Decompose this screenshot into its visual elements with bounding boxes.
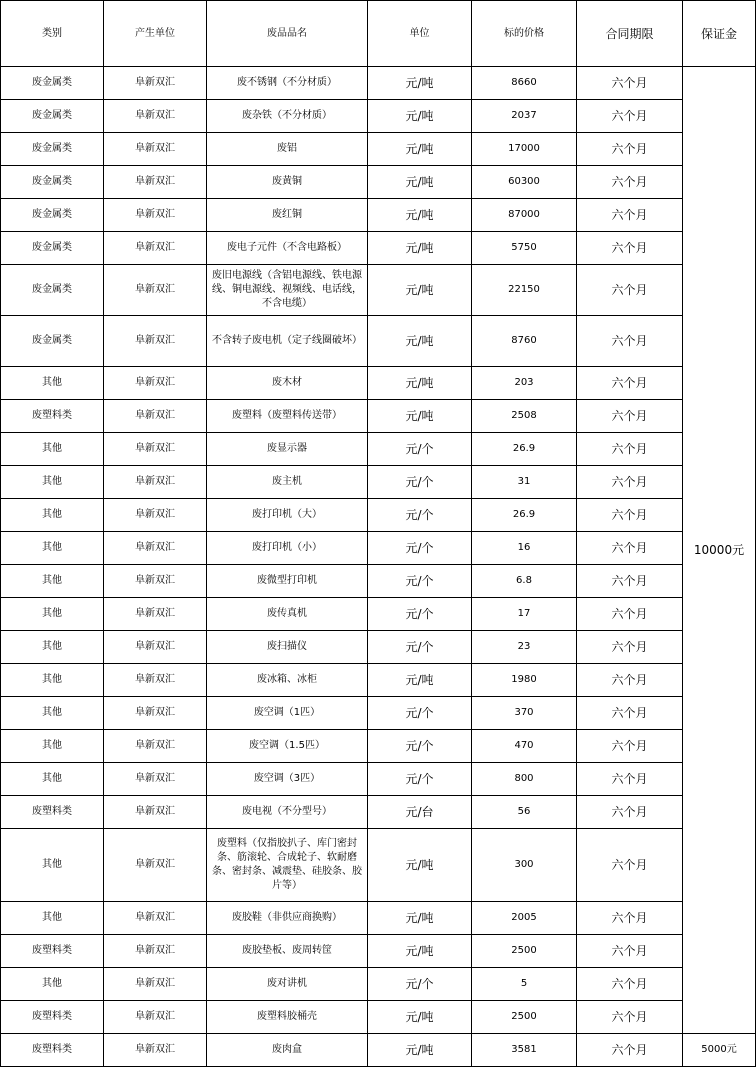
producer-cell: 阜新双汇 bbox=[104, 400, 207, 433]
term-cell: 六个月 bbox=[577, 697, 683, 730]
price-cell: 2508 bbox=[472, 400, 577, 433]
unit-cell: 元/吨 bbox=[368, 1034, 472, 1067]
item-name-cell: 废扫描仪 bbox=[207, 631, 368, 664]
price-cell: 31 bbox=[472, 466, 577, 499]
unit-cell: 元/个 bbox=[368, 697, 472, 730]
table-row bbox=[1, 902, 756, 935]
producer-cell: 阜新双汇 bbox=[104, 166, 207, 199]
term-cell: 六个月 bbox=[577, 1001, 683, 1034]
table-row bbox=[1, 730, 756, 763]
item-name-cell: 废传真机 bbox=[207, 598, 368, 631]
table-row bbox=[1, 763, 756, 796]
category-cell: 废塑料类 bbox=[1, 400, 104, 433]
unit-cell: 元/个 bbox=[368, 532, 472, 565]
category-cell: 其他 bbox=[1, 367, 104, 400]
table-row bbox=[1, 166, 756, 199]
producer-cell: 阜新双汇 bbox=[104, 100, 207, 133]
term-cell: 六个月 bbox=[577, 400, 683, 433]
producer-cell: 阜新双汇 bbox=[104, 968, 207, 1001]
unit-cell: 元/个 bbox=[368, 968, 472, 1001]
category-cell: 其他 bbox=[1, 433, 104, 466]
item-name-cell: 废塑料（废塑料传送带） bbox=[207, 400, 368, 433]
table-row bbox=[1, 829, 756, 902]
price-cell: 1980 bbox=[472, 664, 577, 697]
table-row bbox=[1, 532, 756, 565]
category-cell: 其他 bbox=[1, 829, 104, 902]
unit-cell: 元/个 bbox=[368, 598, 472, 631]
price-cell: 26.9 bbox=[472, 433, 577, 466]
category-cell: 废金属类 bbox=[1, 232, 104, 265]
category-cell: 废塑料类 bbox=[1, 1001, 104, 1034]
header-producer: 产生单位 bbox=[104, 1, 207, 67]
term-cell: 六个月 bbox=[577, 133, 683, 166]
term-cell: 六个月 bbox=[577, 265, 683, 316]
price-cell: 2500 bbox=[472, 1001, 577, 1034]
header-price: 标的价格 bbox=[472, 1, 577, 67]
unit-cell: 元/吨 bbox=[368, 1001, 472, 1034]
term-cell: 六个月 bbox=[577, 532, 683, 565]
category-cell: 废金属类 bbox=[1, 316, 104, 367]
price-cell: 6.8 bbox=[472, 565, 577, 598]
item-name-cell: 废电子元件（不含电路板） bbox=[207, 232, 368, 265]
header-category: 类别 bbox=[1, 1, 104, 67]
price-cell: 16 bbox=[472, 532, 577, 565]
table-row bbox=[1, 664, 756, 697]
table-row bbox=[1, 232, 756, 265]
unit-cell: 元/吨 bbox=[368, 400, 472, 433]
price-cell: 23 bbox=[472, 631, 577, 664]
header-deposit: 保证金 bbox=[683, 1, 756, 67]
table-row bbox=[1, 697, 756, 730]
table-row bbox=[1, 199, 756, 232]
price-cell: 2500 bbox=[472, 935, 577, 968]
table-row bbox=[1, 598, 756, 631]
producer-cell: 阜新双汇 bbox=[104, 664, 207, 697]
header-item-name: 废品品名 bbox=[207, 1, 368, 67]
producer-cell: 阜新双汇 bbox=[104, 730, 207, 763]
producer-cell: 阜新双汇 bbox=[104, 763, 207, 796]
unit-cell: 元/吨 bbox=[368, 100, 472, 133]
producer-cell: 阜新双汇 bbox=[104, 902, 207, 935]
item-name-cell: 废微型打印机 bbox=[207, 565, 368, 598]
term-cell: 六个月 bbox=[577, 664, 683, 697]
item-name-cell: 废木材 bbox=[207, 367, 368, 400]
term-cell: 六个月 bbox=[577, 598, 683, 631]
term-cell: 六个月 bbox=[577, 1034, 683, 1067]
price-cell: 300 bbox=[472, 829, 577, 902]
category-cell: 废塑料类 bbox=[1, 796, 104, 829]
item-name-cell: 废主机 bbox=[207, 466, 368, 499]
table-row bbox=[1, 499, 756, 532]
unit-cell: 元/个 bbox=[368, 631, 472, 664]
price-cell: 470 bbox=[472, 730, 577, 763]
producer-cell: 阜新双汇 bbox=[104, 1001, 207, 1034]
price-cell: 2037 bbox=[472, 100, 577, 133]
category-cell: 其他 bbox=[1, 697, 104, 730]
item-name-cell: 废对讲机 bbox=[207, 968, 368, 1001]
producer-cell: 阜新双汇 bbox=[104, 67, 207, 100]
table-row bbox=[1, 367, 756, 400]
producer-cell: 阜新双汇 bbox=[104, 935, 207, 968]
category-cell: 废塑料类 bbox=[1, 1034, 104, 1067]
item-name-cell: 废空调（1匹） bbox=[207, 697, 368, 730]
unit-cell: 元/吨 bbox=[368, 166, 472, 199]
category-cell: 废金属类 bbox=[1, 166, 104, 199]
item-name-cell: 废塑料（仅指胶扒子、库门密封条、筋滚轮、合成轮子、软耐磨条、密封条、减震垫、硅胶条、胶片等） bbox=[207, 829, 368, 902]
table-row bbox=[1, 1001, 756, 1034]
term-cell: 六个月 bbox=[577, 565, 683, 598]
term-cell: 六个月 bbox=[577, 316, 683, 367]
item-name-cell: 废肉盒 bbox=[207, 1034, 368, 1067]
unit-cell: 元/吨 bbox=[368, 199, 472, 232]
table-row bbox=[1, 935, 756, 968]
unit-cell: 元/吨 bbox=[368, 367, 472, 400]
category-cell: 其他 bbox=[1, 565, 104, 598]
item-name-cell: 废打印机（小） bbox=[207, 532, 368, 565]
term-cell: 六个月 bbox=[577, 232, 683, 265]
unit-cell: 元/吨 bbox=[368, 67, 472, 100]
table-row bbox=[1, 133, 756, 166]
table-row bbox=[1, 316, 756, 367]
item-name-cell: 废胶垫板、废周转筐 bbox=[207, 935, 368, 968]
category-cell: 其他 bbox=[1, 466, 104, 499]
term-cell: 六个月 bbox=[577, 763, 683, 796]
producer-cell: 阜新双汇 bbox=[104, 499, 207, 532]
term-cell: 六个月 bbox=[577, 199, 683, 232]
item-name-cell: 废胶鞋（非供应商换购） bbox=[207, 902, 368, 935]
header-row bbox=[1, 1, 756, 67]
unit-cell: 元/个 bbox=[368, 763, 472, 796]
unit-cell: 元/个 bbox=[368, 466, 472, 499]
producer-cell: 阜新双汇 bbox=[104, 199, 207, 232]
term-cell: 六个月 bbox=[577, 367, 683, 400]
producer-cell: 阜新双汇 bbox=[104, 697, 207, 730]
category-cell: 其他 bbox=[1, 532, 104, 565]
category-cell: 废金属类 bbox=[1, 100, 104, 133]
term-cell: 六个月 bbox=[577, 166, 683, 199]
producer-cell: 阜新双汇 bbox=[104, 316, 207, 367]
unit-cell: 元/台 bbox=[368, 796, 472, 829]
category-cell: 废金属类 bbox=[1, 265, 104, 316]
category-cell: 废塑料类 bbox=[1, 935, 104, 968]
unit-cell: 元/个 bbox=[368, 433, 472, 466]
producer-cell: 阜新双汇 bbox=[104, 133, 207, 166]
producer-cell: 阜新双汇 bbox=[104, 796, 207, 829]
producer-cell: 阜新双汇 bbox=[104, 829, 207, 902]
category-cell: 废金属类 bbox=[1, 133, 104, 166]
table-row bbox=[1, 466, 756, 499]
item-name-cell: 废不锈钢（不分材质） bbox=[207, 67, 368, 100]
producer-cell: 阜新双汇 bbox=[104, 631, 207, 664]
unit-cell: 元/个 bbox=[368, 565, 472, 598]
category-cell: 其他 bbox=[1, 631, 104, 664]
unit-cell: 元/吨 bbox=[368, 265, 472, 316]
term-cell: 六个月 bbox=[577, 730, 683, 763]
item-name-cell: 废杂铁（不分材质） bbox=[207, 100, 368, 133]
price-cell: 60300 bbox=[472, 166, 577, 199]
item-name-cell: 废电视（不分型号） bbox=[207, 796, 368, 829]
deposit-cell-main: 10000元 bbox=[683, 67, 756, 1034]
table-row bbox=[1, 968, 756, 1001]
table-row bbox=[1, 433, 756, 466]
unit-cell: 元/吨 bbox=[368, 316, 472, 367]
producer-cell: 阜新双汇 bbox=[104, 532, 207, 565]
table-row bbox=[1, 631, 756, 664]
term-cell: 六个月 bbox=[577, 902, 683, 935]
item-name-cell: 废显示器 bbox=[207, 433, 368, 466]
category-cell: 其他 bbox=[1, 499, 104, 532]
term-cell: 六个月 bbox=[577, 499, 683, 532]
term-cell: 六个月 bbox=[577, 100, 683, 133]
term-cell: 六个月 bbox=[577, 796, 683, 829]
unit-cell: 元/个 bbox=[368, 499, 472, 532]
item-name-cell: 废打印机（大） bbox=[207, 499, 368, 532]
price-cell: 800 bbox=[472, 763, 577, 796]
unit-cell: 元/个 bbox=[368, 730, 472, 763]
price-cell: 370 bbox=[472, 697, 577, 730]
producer-cell: 阜新双汇 bbox=[104, 232, 207, 265]
price-cell: 56 bbox=[472, 796, 577, 829]
category-cell: 废金属类 bbox=[1, 67, 104, 100]
deposit-cell-last: 5000元 bbox=[683, 1034, 756, 1067]
term-cell: 六个月 bbox=[577, 433, 683, 466]
price-cell: 17 bbox=[472, 598, 577, 631]
term-cell: 六个月 bbox=[577, 67, 683, 100]
unit-cell: 元/吨 bbox=[368, 902, 472, 935]
price-cell: 2005 bbox=[472, 902, 577, 935]
item-name-cell: 废黄铜 bbox=[207, 166, 368, 199]
item-name-cell: 废塑料胶桶壳 bbox=[207, 1001, 368, 1034]
price-cell: 8760 bbox=[472, 316, 577, 367]
price-cell: 3581 bbox=[472, 1034, 577, 1067]
price-cell: 26.9 bbox=[472, 499, 577, 532]
item-name-cell: 废铝 bbox=[207, 133, 368, 166]
term-cell: 六个月 bbox=[577, 631, 683, 664]
unit-cell: 元/吨 bbox=[368, 664, 472, 697]
category-cell: 废金属类 bbox=[1, 199, 104, 232]
unit-cell: 元/吨 bbox=[368, 232, 472, 265]
item-name-cell: 废红铜 bbox=[207, 199, 368, 232]
table-row bbox=[1, 1034, 756, 1067]
unit-cell: 元/吨 bbox=[368, 133, 472, 166]
term-cell: 六个月 bbox=[577, 829, 683, 902]
price-cell: 203 bbox=[472, 367, 577, 400]
price-cell: 8660 bbox=[472, 67, 577, 100]
term-cell: 六个月 bbox=[577, 466, 683, 499]
producer-cell: 阜新双汇 bbox=[104, 433, 207, 466]
item-name-cell: 废空调（3匹） bbox=[207, 763, 368, 796]
producer-cell: 阜新双汇 bbox=[104, 265, 207, 316]
item-name-cell: 废空调（1.5匹） bbox=[207, 730, 368, 763]
table-row bbox=[1, 400, 756, 433]
table-row bbox=[1, 565, 756, 598]
category-cell: 其他 bbox=[1, 598, 104, 631]
producer-cell: 阜新双汇 bbox=[104, 367, 207, 400]
term-cell: 六个月 bbox=[577, 968, 683, 1001]
item-name-cell: 不含转子废电机（定子线圈破坏） bbox=[207, 316, 368, 367]
producer-cell: 阜新双汇 bbox=[104, 565, 207, 598]
header-unit: 单位 bbox=[368, 1, 472, 67]
category-cell: 其他 bbox=[1, 902, 104, 935]
unit-cell: 元/吨 bbox=[368, 829, 472, 902]
table-row bbox=[1, 265, 756, 316]
producer-cell: 阜新双汇 bbox=[104, 598, 207, 631]
price-cell: 5 bbox=[472, 968, 577, 1001]
category-cell: 其他 bbox=[1, 730, 104, 763]
table-row bbox=[1, 796, 756, 829]
price-cell: 87000 bbox=[472, 199, 577, 232]
price-cell: 5750 bbox=[472, 232, 577, 265]
producer-cell: 阜新双汇 bbox=[104, 466, 207, 499]
category-cell: 其他 bbox=[1, 664, 104, 697]
table-row bbox=[1, 67, 756, 100]
category-cell: 其他 bbox=[1, 968, 104, 1001]
price-cell: 22150 bbox=[472, 265, 577, 316]
item-name-cell: 废旧电源线（含铝电源线、铁电源线、铜电源线、视频线、电话线，不含电缆） bbox=[207, 265, 368, 316]
unit-cell: 元/吨 bbox=[368, 935, 472, 968]
header-term: 合同期限 bbox=[577, 1, 683, 67]
item-name-cell: 废冰箱、冰柜 bbox=[207, 664, 368, 697]
term-cell: 六个月 bbox=[577, 935, 683, 968]
price-cell: 17000 bbox=[472, 133, 577, 166]
table-row bbox=[1, 100, 756, 133]
producer-cell: 阜新双汇 bbox=[104, 1034, 207, 1067]
category-cell: 其他 bbox=[1, 763, 104, 796]
